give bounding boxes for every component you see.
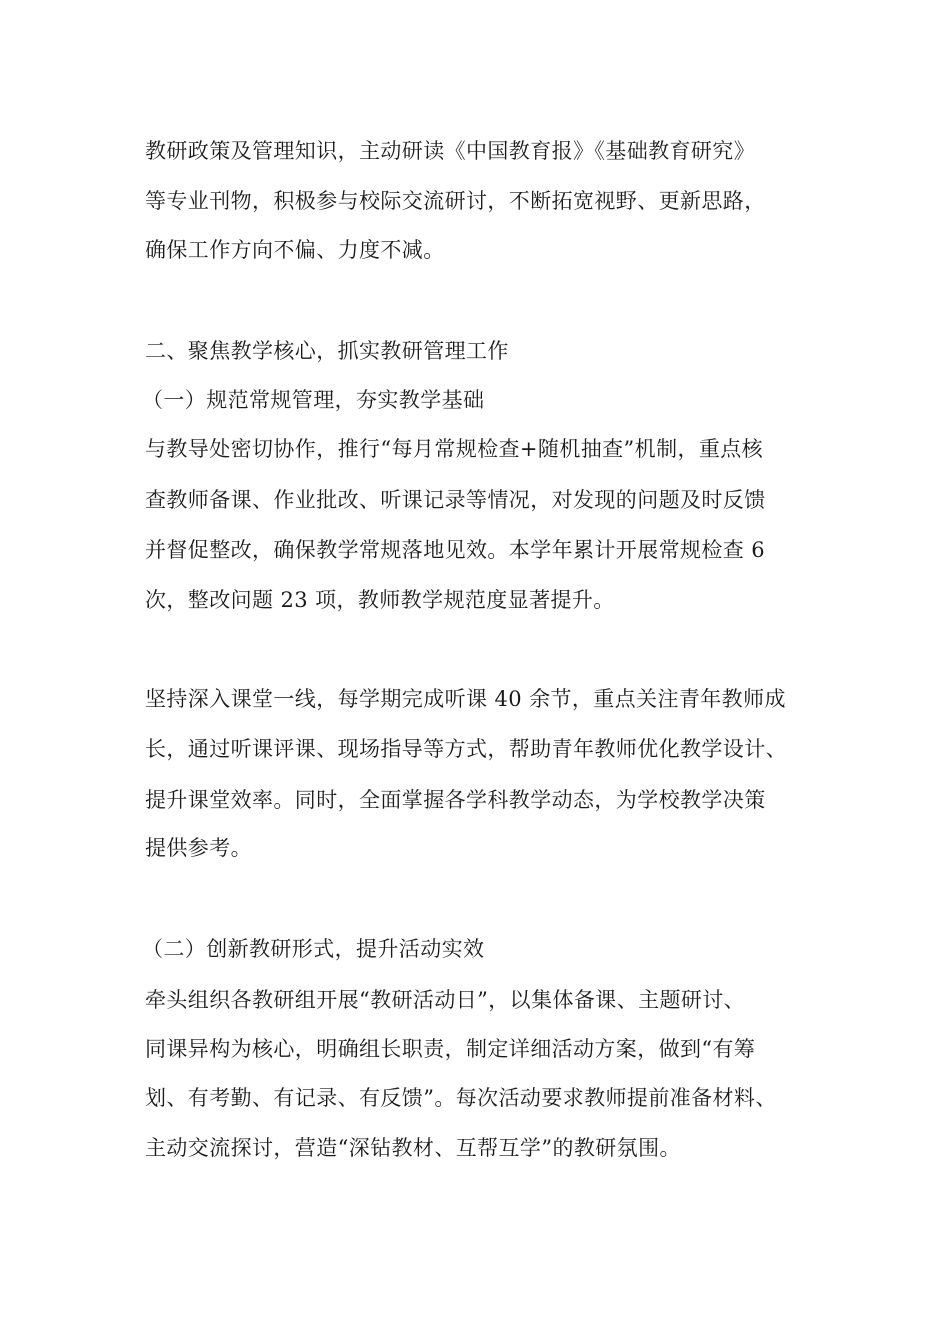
- paragraph-line: 等专业刊物，积极参与校际交流研讨，不断拓宽视野、更新思路，: [145, 189, 766, 213]
- paragraph-line: 牵头组织各教研组开展“教研活动日”，以集体备课、主题研讨、: [145, 988, 746, 1012]
- paragraph-line: 与教导处密切协作，推行“每月常规检查+随机抽查”机制，重点核: [145, 437, 764, 461]
- paragraph-line: 提供参考。: [145, 836, 252, 860]
- paragraph-line: 主动交流探讨，营造“深钻教材、互帮互学”的教研氛围。: [145, 1136, 681, 1160]
- paragraph-line: 同课异构为核心，明确组长职责，制定详细活动方案，做到“有筹: [145, 1037, 756, 1061]
- paragraph-line: 确保工作方向不偏、力度不减。: [145, 238, 445, 262]
- section-heading: 二、聚焦教学核心，抓实教研管理工作: [145, 339, 509, 363]
- paragraph-line: 长，通过听课评课、现场指导等方式，帮助青年教师优化教学设计、: [145, 737, 787, 761]
- paragraph-line: 提升课堂效率。同时，全面掌握各学科教学动态，为学校教学决策: [145, 788, 766, 812]
- subsection-heading: （一）规范常规管理，夯实教学基础: [142, 388, 485, 412]
- paragraph-line: 划、有考勤、有记录、有反馈”。每次活动要求教师提前准备材料、: [145, 1086, 777, 1110]
- paragraph-line: 并督促整改，确保教学常规落地见效。本学年累计开展常规检查 6: [145, 538, 766, 562]
- paragraph-line: 坚持深入课堂一线，每学期完成听课 40 余节，重点关注青年教师成: [145, 687, 786, 711]
- paragraph-line: 教研政策及管理知识，主动研读《中国教育报》《基础教育研究》: [145, 139, 756, 163]
- paragraph-line: 查教师备课、作业批改、听课记录等情况，对发现的问题及时反馈: [145, 488, 766, 512]
- paragraph-line: 次，整改问题 23 项，教师教学规范度显著提升。: [145, 588, 615, 612]
- subsection-heading: （二）创新教研形式，提升活动实效: [142, 937, 485, 961]
